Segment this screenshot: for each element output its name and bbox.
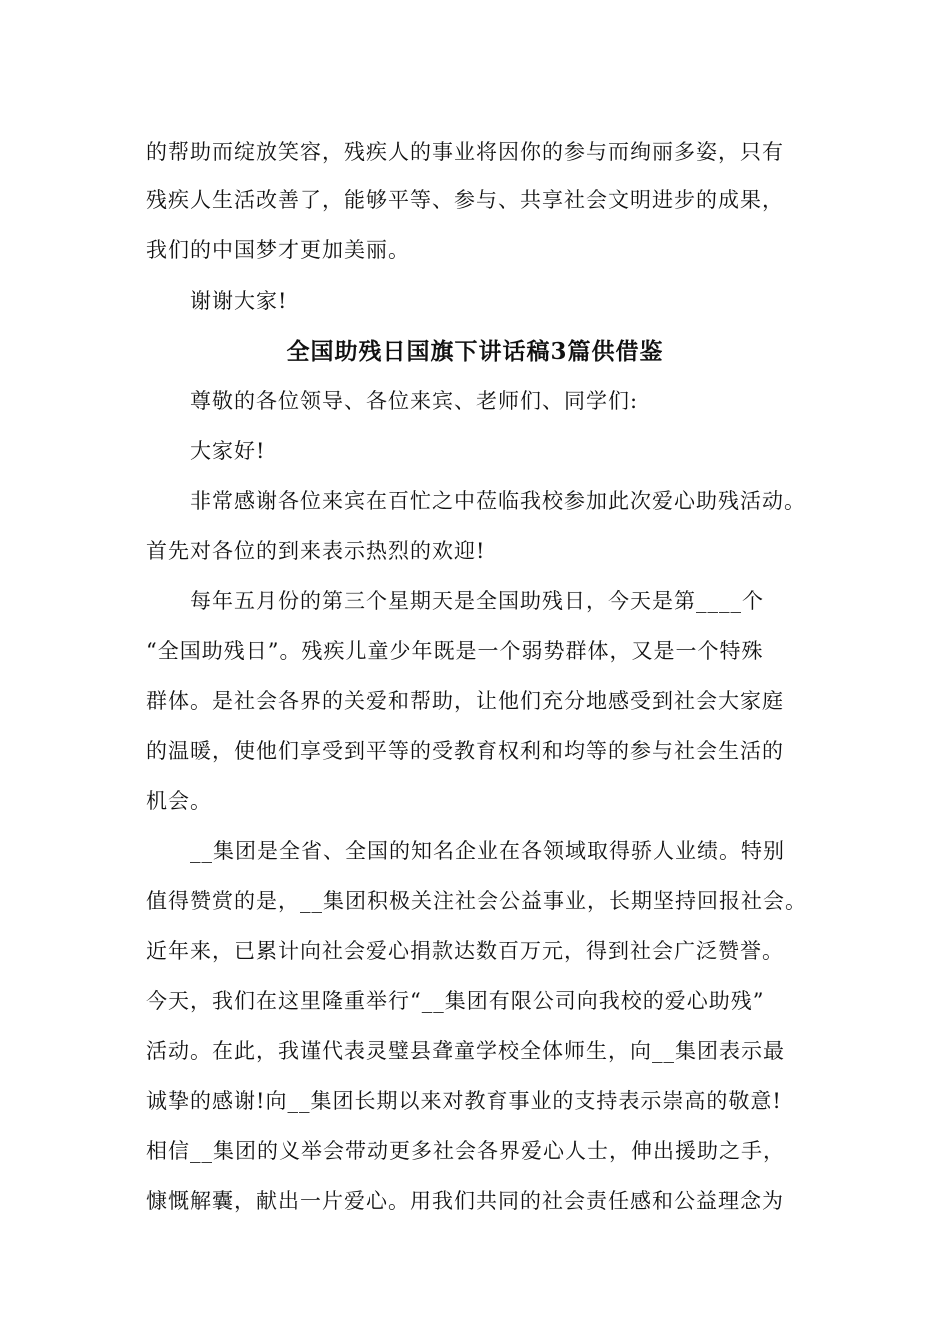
para3-line-6: 诚挚的感谢!向__集团长期以来对教育事业的支持表示崇高的敬意! [146,1089,782,1113]
document-title: 全国助残日国旗下讲话稿3篇供借鉴 [286,338,664,365]
para3-line-8: 慷慨解囊，献出一片爱心。用我们共同的社会责任感和公益理念为 [146,1189,784,1213]
para2-line-4: 的温暖，使他们享受到平等的受教育权利和均等的参与社会生活的 [146,739,784,763]
para2-line-3: 群体。是社会各界的关爱和帮助，让他们充分地感受到社会大家庭 [146,689,784,713]
para1-line-1: 非常感谢各位来宾在百忙之中莅临我校参加此次爱心助残活动。 [190,489,806,513]
para3-line-2: 值得赞赏的是，__集团积极关注社会公益事业，长期坚持回报社会。 [146,889,807,913]
para2-line-1: 每年五月份的第三个星期天是全国助残日，今天是第____个 [190,589,764,613]
continuation-line-3: 我们的中国梦才更加美丽。 [146,238,410,262]
para2-line-2: “全国助残日”。残疾儿童少年既是一个弱势群体，又是一个特殊 [146,639,764,663]
greeting-line: 尊敬的各位领导、各位来宾、老师们、同学们: [190,389,639,413]
para2-line-5: 机会。 [146,789,212,813]
thanks-line: 谢谢大家! [190,289,288,313]
para1-line-2: 首先对各位的到来表示热烈的欢迎! [146,539,486,563]
continuation-line-1: 的帮助而绽放笑容，残疾人的事业将因你的参与而绚丽多姿，只有 [146,140,784,164]
para3-line-5: 活动。在此，我谨代表灵璧县聋童学校全体师生，向__集团表示最 [146,1039,785,1063]
para3-line-7: 相信__集团的义举会带动更多社会各界爱心人士，伸出援助之手， [146,1139,785,1163]
hello-line: 大家好! [190,439,266,463]
para3-line-3: 近年来，已累计向社会爱心捐款达数百万元，得到社会广泛赞誉。 [146,939,784,963]
para3-line-1: __集团是全省、全国的知名企业在各领域取得骄人业绩。特别 [190,839,785,863]
para3-line-4: 今天，我们在这里隆重举行“__集团有限公司向我校的爱心助残” [146,989,765,1013]
continuation-line-2: 残疾人生活改善了，能够平等、参与、共享社会文明进步的成果， [146,188,784,212]
